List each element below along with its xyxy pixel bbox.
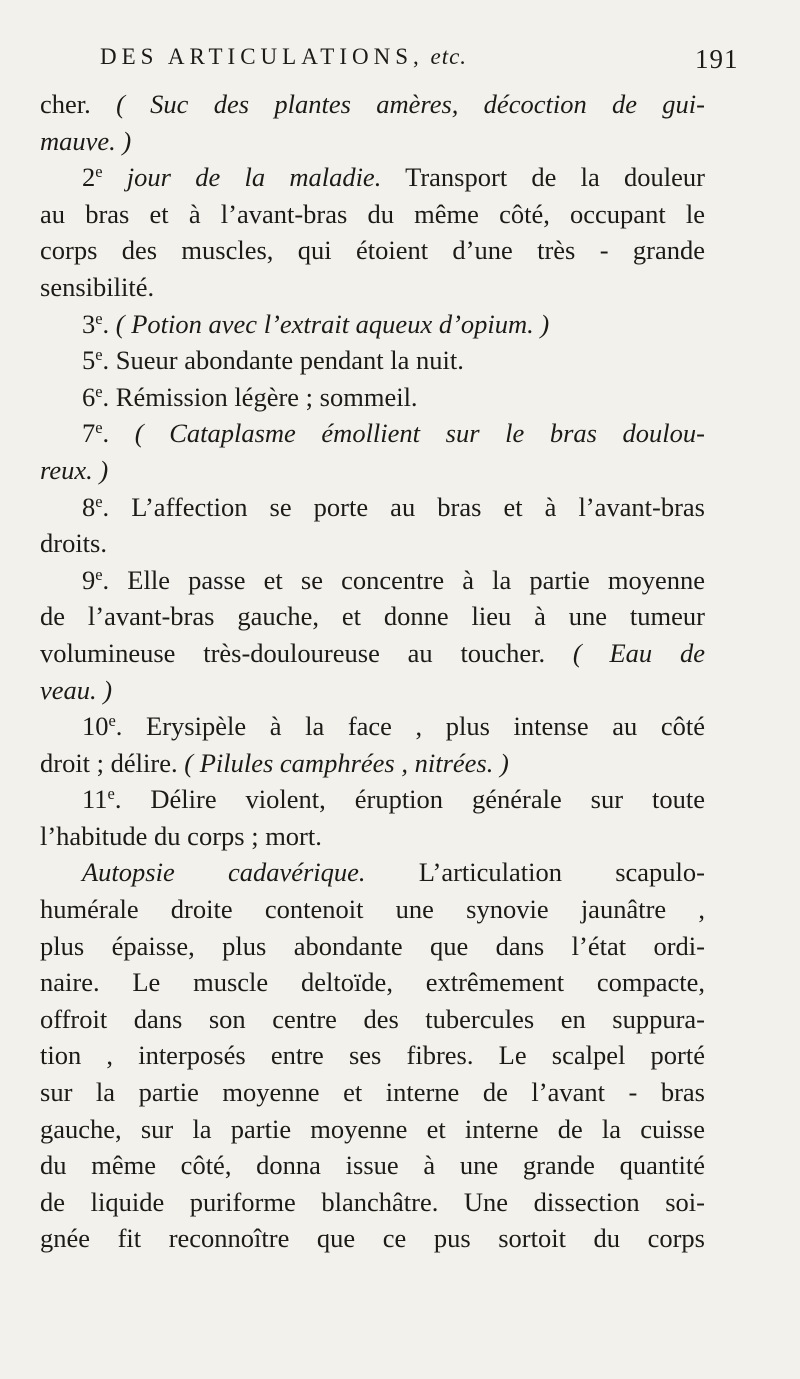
text-segment: Transport de la douleur	[381, 162, 705, 193]
text-segment: .	[102, 308, 116, 339]
text-line	[40, 1220, 705, 1257]
text-line	[40, 672, 705, 709]
italic-text: ( Suc des plantes amères, décoction de gui-	[116, 89, 705, 119]
text-line	[40, 635, 705, 672]
text-segment: droits.	[40, 528, 107, 559]
text-segment: 7	[82, 418, 96, 449]
text-segment: du même côté, donna issue à une grande quantité	[40, 1150, 705, 1181]
text-segment: . Rémission légère ; sommeil.	[102, 381, 418, 412]
text-segment: . L’affection se porte au bras et à l’avant-bras	[102, 491, 705, 522]
text-segment: 2	[82, 162, 96, 193]
text-line	[40, 86, 705, 123]
text-segment: naire. Le muscle deltoïde, extrêmement compacte,	[40, 967, 705, 998]
text-line	[40, 781, 705, 818]
text-line	[40, 598, 705, 635]
ordinal-suffix: e	[95, 381, 103, 401]
italic-text: ( Pilules camphrées , nitrées. )	[184, 747, 509, 778]
text-segment: 5	[82, 345, 96, 376]
text-segment: 8	[82, 491, 96, 522]
text-segment: humérale droite contenoit une synovie jaunâtre ,	[40, 894, 705, 925]
text-segment: plus épaisse, plus abondante que dans l’état ordi-	[40, 930, 705, 961]
text-line	[40, 525, 705, 562]
text-line	[40, 123, 705, 160]
text-line	[40, 1001, 705, 1038]
text-segment: . Elle passe et se concentre à la partie moyenne	[102, 564, 705, 595]
ordinal-suffix: e	[95, 345, 103, 365]
ordinal-suffix: e	[95, 418, 103, 438]
text-segment: 11	[82, 784, 108, 815]
text-line	[40, 306, 705, 343]
text-line	[40, 1184, 705, 1221]
text-segment: corps des muscles, qui étoient d’une très - grande	[40, 235, 705, 266]
text-segment: sensibilité.	[40, 271, 155, 302]
text-segment: 10	[82, 711, 109, 742]
running-title-etc: etc.	[423, 44, 468, 69]
running-title-main: DES ARTICULATIONS,	[100, 44, 424, 69]
text-line	[40, 745, 705, 782]
text-segment: . Délire violent, éruption générale sur toute	[114, 784, 705, 815]
text-segment: gauche, sur la partie moyenne et interne de la cuisse	[40, 1113, 705, 1144]
italic-text: ( Cataplasme émollient sur le bras doulou-	[134, 418, 705, 449]
text-line	[40, 196, 705, 233]
text-line	[40, 1147, 705, 1184]
text-line	[40, 1074, 705, 1111]
text-line	[40, 159, 705, 196]
text-line	[40, 379, 705, 416]
italic-text: veau. )	[40, 674, 113, 705]
italic-text: ( Eau de	[572, 637, 705, 668]
text-segment: volumineuse très-douloureuse au toucher.	[40, 637, 573, 668]
running-head	[100, 34, 739, 86]
italic-text: ( Potion avec l’extrait aqueux d’opium. )	[115, 308, 550, 339]
text-line	[40, 1037, 705, 1074]
page-number: 191	[695, 44, 739, 74]
body-text	[40, 86, 705, 1257]
text-segment: cher.	[40, 89, 117, 119]
text-line	[40, 489, 705, 526]
text-segment: sur la partie moyenne et interne de l’avant - bras	[40, 1077, 705, 1108]
italic-text: reux. )	[40, 454, 109, 485]
text-line	[40, 854, 705, 891]
text-segment: . Sueur abondante pendant la nuit.	[102, 345, 464, 376]
text-segment: 3	[82, 308, 96, 339]
text-segment: gnée fit reconnoître que ce pus sortoit du corps	[40, 1223, 705, 1254]
italic-text: jour de la maladie.	[102, 162, 382, 193]
text-line	[40, 964, 705, 1001]
text-line	[40, 562, 705, 599]
text-line	[40, 452, 705, 489]
text-segment: droit ; délire.	[40, 747, 185, 778]
ordinal-suffix: e	[95, 564, 103, 584]
text-segment: . Erysipèle à la face , plus intense au côté	[115, 711, 705, 742]
text-line	[40, 269, 705, 306]
ordinal-suffix: e	[95, 308, 103, 328]
text-segment: 6	[82, 381, 96, 412]
ordinal-suffix: e	[95, 491, 103, 511]
text-segment: au bras et à l’avant-bras du même côté, occupant le	[40, 198, 705, 229]
ordinal-suffix: e	[107, 784, 115, 804]
ordinal-suffix: e	[95, 162, 103, 182]
ordinal-suffix: e	[108, 711, 116, 731]
text-segment: 9	[82, 564, 96, 595]
text-line	[40, 1111, 705, 1148]
text-segment: l’habitude du corps ; mort.	[40, 820, 322, 851]
running-title	[100, 44, 467, 70]
italic-text: mauve. )	[40, 125, 132, 156]
text-line	[40, 928, 705, 965]
text-line	[40, 232, 705, 269]
text-segment: L’articulation scapulo-	[365, 857, 705, 888]
text-line	[40, 342, 705, 379]
text-segment: de l’avant-bras gauche, et donne lieu à une tumeur	[40, 601, 705, 632]
text-line	[40, 708, 705, 745]
text-segment: tion , interposés entre ses fibres. Le scalpel porté	[40, 1040, 705, 1071]
text-line	[40, 818, 705, 855]
text-segment: .	[102, 418, 135, 449]
text-segment: de liquide puriforme blanchâtre. Une dissection soi-	[40, 1186, 705, 1217]
text-line	[40, 415, 705, 452]
text-line	[40, 891, 705, 928]
text-segment: offroit dans son centre des tubercules en suppura-	[40, 1003, 705, 1034]
italic-text: Autopsie cadavérique.	[82, 857, 366, 888]
